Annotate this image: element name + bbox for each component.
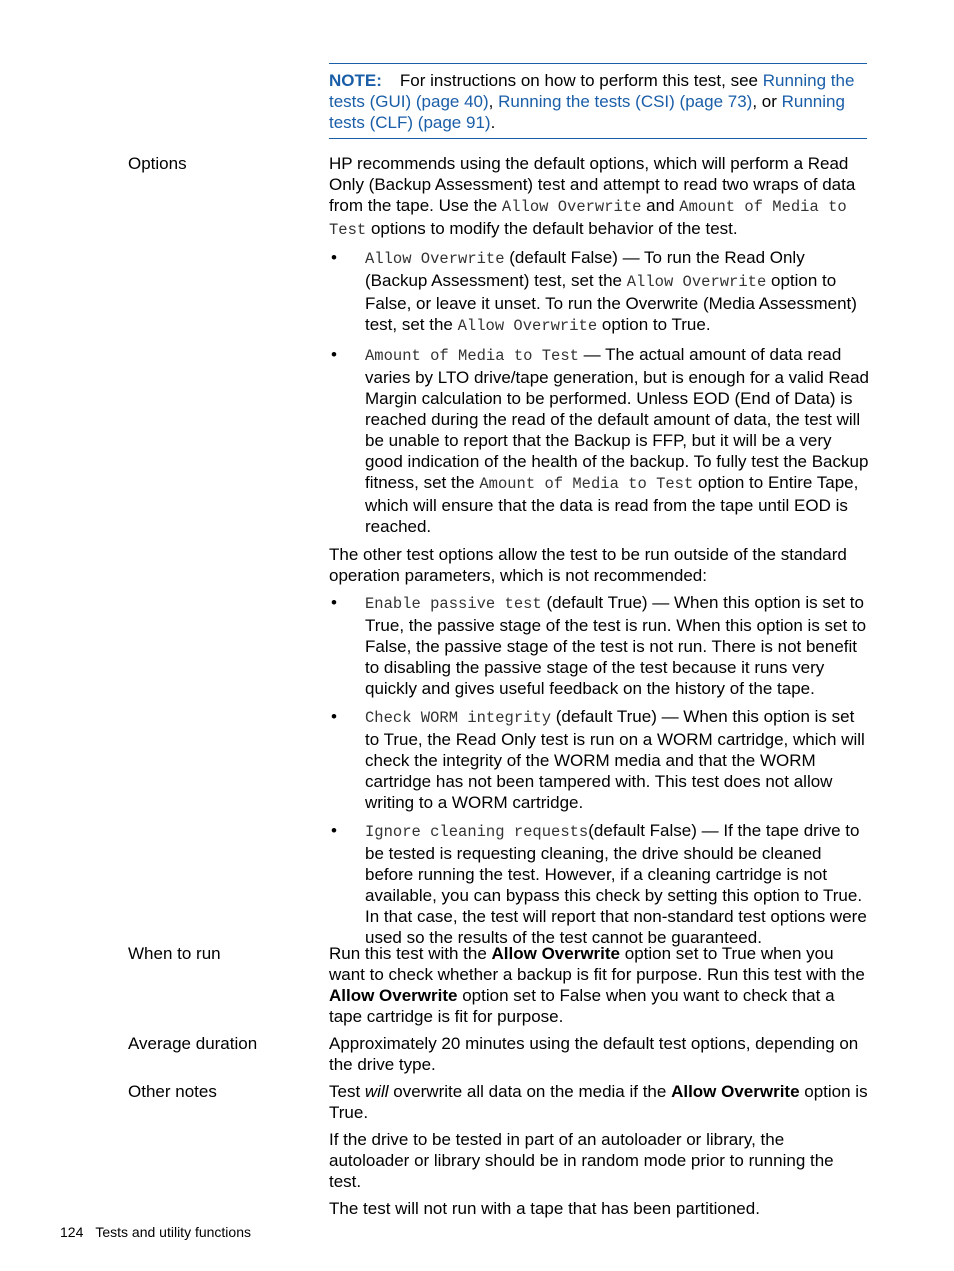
other-notes-body <box>329 1081 869 1225</box>
other-notes-label: Other notes <box>128 1082 217 1101</box>
link-running-tests-gui[interactable]: Running the tests (GUI) (page 40) <box>329 71 855 111</box>
paragraph: If the drive to be tested in part of an autoloader or library, the autoloader or library should be in random mode prior to running the test. <box>329 1130 834 1191</box>
page-number: 124 <box>60 1224 84 1240</box>
text: option to Entire Tape, which will ensure that the data is read from the tape until EOD is reached. <box>365 473 859 536</box>
option-code: Allow Overwrite <box>626 273 767 291</box>
text: option to False, or leave it unset. To run the Overwrite (Media Assessment) test, set the <box>365 271 857 334</box>
list-item <box>329 247 869 337</box>
options-list <box>329 247 869 537</box>
option-code: Ignore cleaning requests <box>365 823 589 841</box>
code-amount-of-media: Amount of Media to Test <box>329 198 847 239</box>
text: options to modify the default behavior of the test. <box>366 219 738 238</box>
link-running-tests-csi[interactable]: Running the tests (CSI) (page 73) <box>498 92 753 111</box>
text: (default True) — When this option is set to True, the passive stage of the test is run. When this option is set to False, the passive stage of the test is not run. There is not benefit to disabling the passive stage of the test because it runs very quickly and gives useful feedback on the history of the tape. <box>365 593 867 698</box>
list-item <box>329 344 869 537</box>
bullet-icon: • <box>331 707 337 726</box>
option-code: Allow Overwrite <box>457 317 598 335</box>
text: HP recommends using the default options, which will perform a Read Only (Backup Assessment) test and attempt to read two wraps of data from the tape. Use the <box>329 154 856 215</box>
note-separator: , or <box>752 92 782 111</box>
when-to-run-label: When to run <box>128 944 221 963</box>
bold-term: Allow Overwrite <box>671 1082 800 1101</box>
note-box <box>329 63 867 139</box>
text: option set to False when you want to check that a tape cartridge is fit for purpose. <box>329 986 835 1026</box>
options-middle: The other test options allow the test to be run outside of the standard operation parameters, which is not recommended: <box>329 545 847 585</box>
text: (default False) — To run the Read Only (Backup Assessment) test, set the <box>365 248 805 290</box>
paragraph <box>329 943 869 1027</box>
text: — The actual amount of data read varies by LTO drive/tape generation, but is enough for a valid Read Margin calculation to be performed. Unless EOD (End of Data) is reached during the read of the default amount of data, the test will be unable to report that the Backup is FFP, but it will be a very good indication of the health of the backup. To fully test the Backup fitness, set the <box>365 345 870 492</box>
paragraph <box>329 1081 869 1123</box>
text: (default True) — When this option is set to True, the Read Only test is run on a WORM cartridge, which will check the integrity of the WORM media and that the WORM cartridge has not been tampered with. This test does not allow writing to a WORM cartridge. <box>365 707 865 812</box>
bullet-icon: • <box>331 345 337 364</box>
bullet-icon: • <box>331 821 337 840</box>
text: Run this test with the <box>329 944 492 963</box>
text: (default False) — If the tape drive to be tested is requesting cleaning, the drive should be cleaned before running the test. However, if a cleaning cartridge is not available, you can bypass this check by setting this option to True. In that case, the test will report that non-standard test options were used so the results of the test cannot be guaranteed. <box>365 821 867 947</box>
average-duration-label: Average duration <box>128 1034 258 1053</box>
option-code: Allow Overwrite <box>365 250 505 268</box>
other-options-list <box>329 592 869 948</box>
options-body <box>329 153 869 955</box>
option-code: Amount of Media to Test <box>365 347 579 365</box>
option-code: Check WORM integrity <box>365 709 552 727</box>
text: option to True. <box>597 315 711 334</box>
note-end: . <box>490 113 496 132</box>
bullet-icon: • <box>331 593 337 612</box>
text: overwrite all data on the media if the <box>388 1082 672 1101</box>
paragraph: The test will not run with a tape that has been partitioned. <box>329 1199 760 1218</box>
note-separator: , <box>488 92 499 111</box>
bullet-icon: • <box>331 248 337 267</box>
text: Test <box>329 1082 365 1101</box>
option-code: Enable passive test <box>365 595 542 613</box>
list-item <box>329 592 869 699</box>
bold-term: Allow Overwrite <box>329 986 458 1005</box>
text: and <box>641 196 680 215</box>
note-text: For instructions on how to perform this test, see <box>399 71 763 90</box>
footer-section-title: Tests and utility functions <box>95 1224 251 1240</box>
list-item <box>329 820 869 948</box>
page-footer <box>60 1223 251 1241</box>
options-label: Options <box>128 154 187 173</box>
when-to-run-body <box>329 943 869 1033</box>
text: option is True. <box>329 1082 868 1122</box>
list-item <box>329 706 869 813</box>
code-allow-overwrite: Allow Overwrite <box>501 198 642 216</box>
bold-term: Allow Overwrite <box>491 944 621 963</box>
option-code: Amount of Media to Test <box>479 475 694 493</box>
paragraph: Approximately 20 minutes using the default test options, depending on the drive type. <box>329 1034 859 1074</box>
note-label: NOTE: <box>329 71 382 90</box>
options-intro <box>329 153 869 241</box>
link-running-tests-clf[interactable]: Running tests (CLF) (page 91) <box>329 92 845 132</box>
italic-term: will <box>364 1082 389 1101</box>
average-duration-body <box>329 1033 869 1081</box>
text: option set to True when you want to check whether a backup is fit for purpose. Run this test with the <box>329 944 865 984</box>
